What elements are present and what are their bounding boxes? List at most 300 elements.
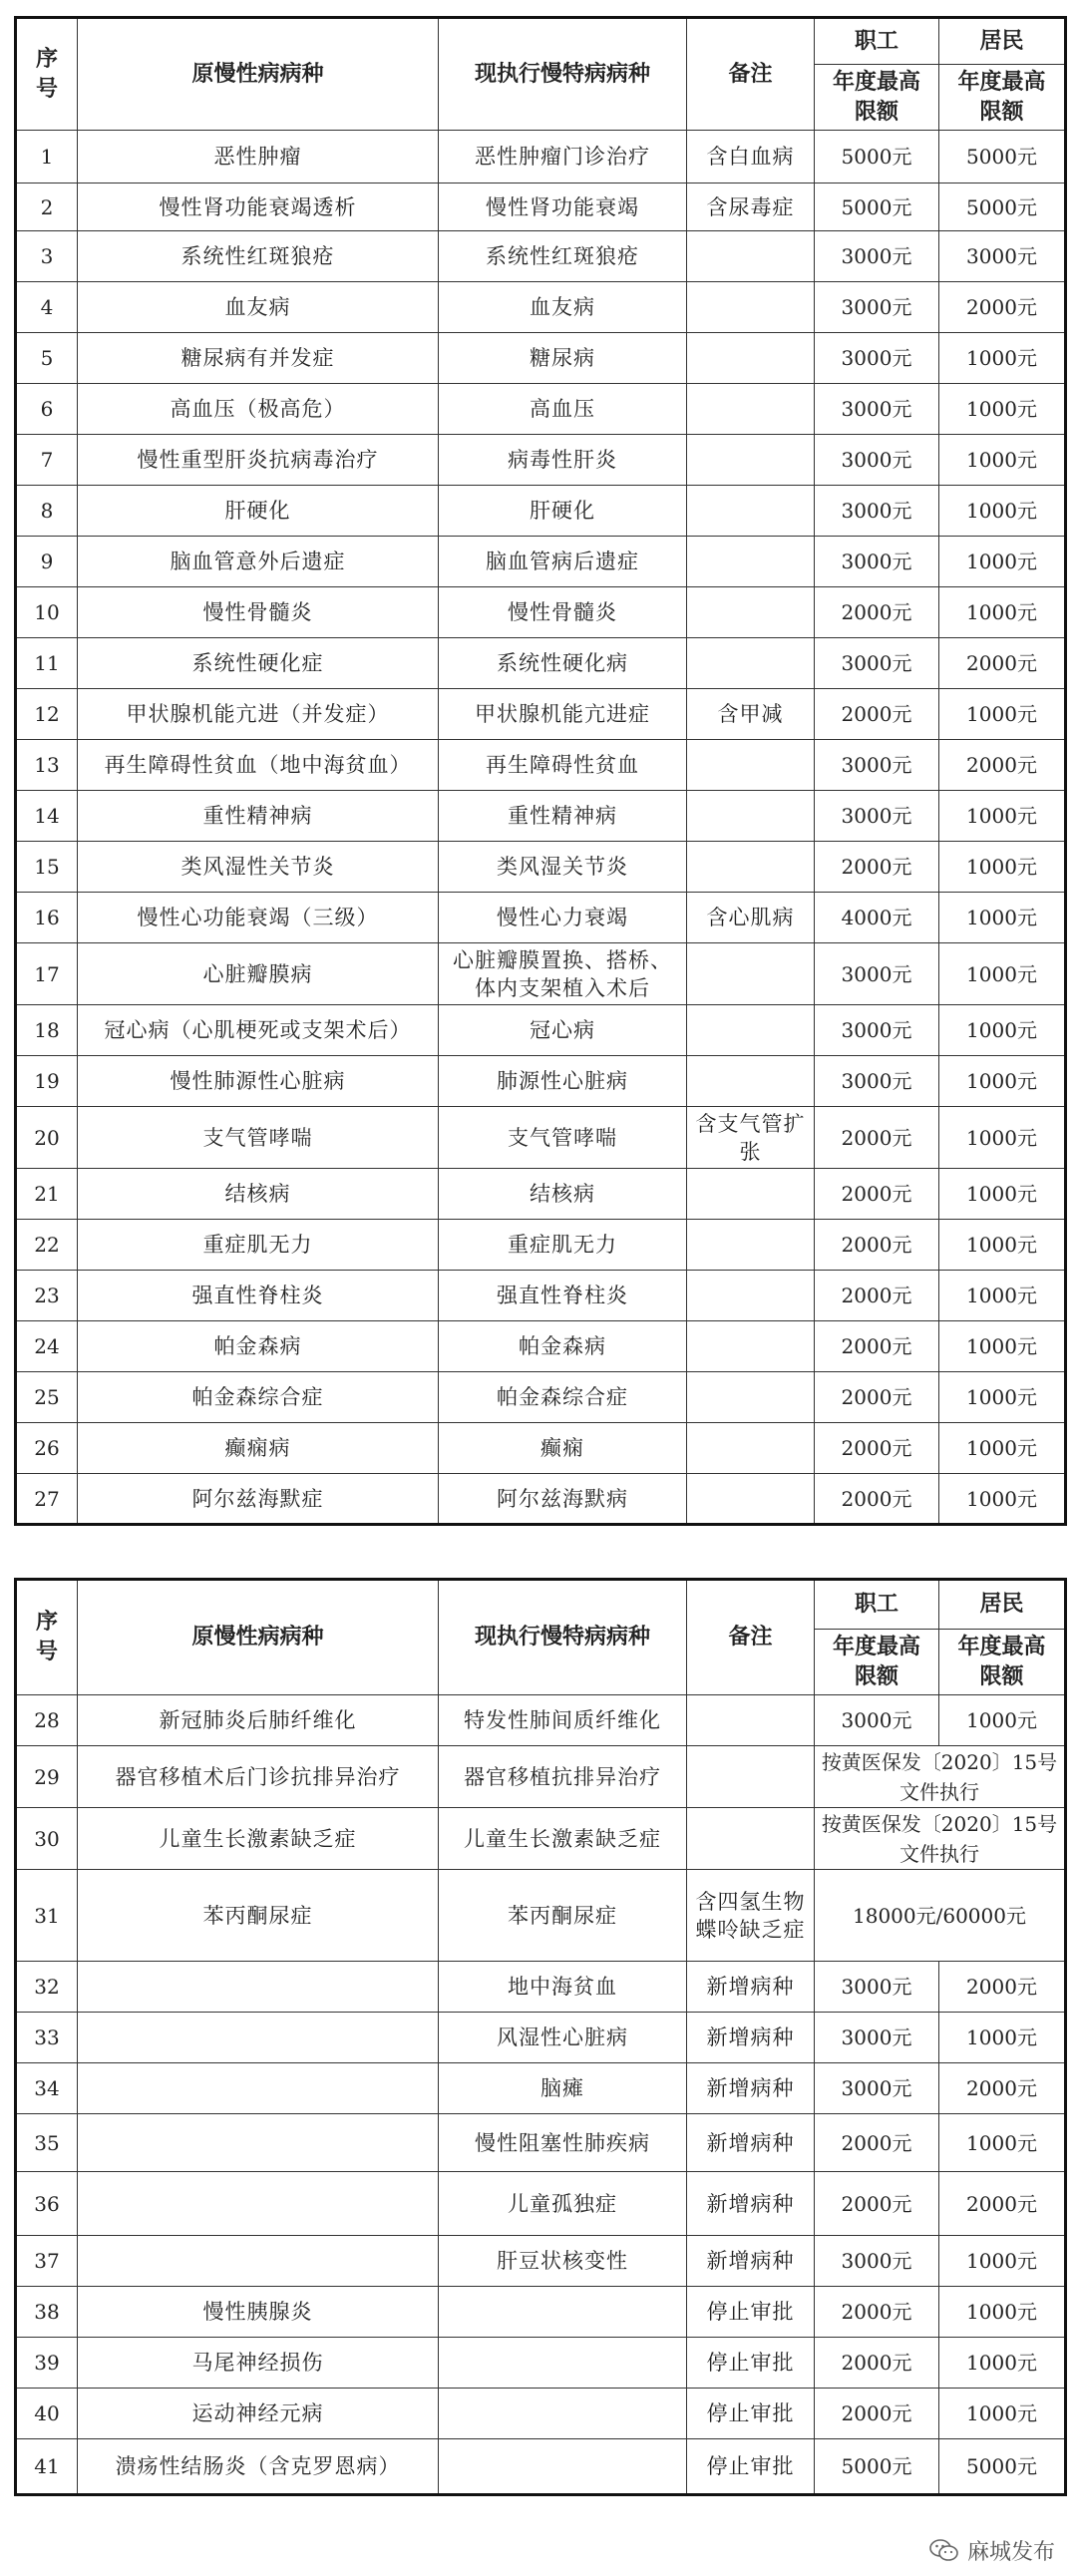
row-number: 8 — [16, 486, 78, 537]
resident-limit: 2000元 — [939, 1962, 1066, 2013]
staff-limit: 2000元 — [815, 1321, 939, 1372]
resident-limit: 1000元 — [939, 2287, 1066, 2338]
watermark — [929, 2535, 1055, 2566]
resident-limit: 1000元 — [939, 2013, 1066, 2063]
original-disease: 心脏瓣膜病 — [78, 943, 439, 1005]
staff-limit: 2000元 — [815, 842, 939, 893]
resident-limit: 1000元 — [939, 1372, 1066, 1423]
original-disease: 运动神经元病 — [78, 2389, 439, 2439]
row-number: 16 — [16, 893, 78, 943]
header-resident-limit: 年度最高限额 — [939, 1630, 1066, 1695]
note — [687, 1321, 815, 1372]
table-row — [16, 2114, 1066, 2172]
table-row — [16, 1962, 1066, 2013]
current-disease: 帕金森综合症 — [439, 1372, 687, 1423]
resident-limit: 1000元 — [939, 1056, 1066, 1107]
table-row — [16, 231, 1066, 282]
table-row — [16, 2063, 1066, 2114]
row-number: 25 — [16, 1372, 78, 1423]
row-number: 28 — [16, 1695, 78, 1746]
note — [687, 1423, 815, 1474]
staff-limit: 2000元 — [815, 1372, 939, 1423]
row-number: 14 — [16, 791, 78, 842]
staff-limit: 2000元 — [815, 1474, 939, 1525]
table-row — [16, 791, 1066, 842]
row-number: 22 — [16, 1220, 78, 1271]
current-disease: 支气管哮喘 — [439, 1107, 687, 1169]
original-disease: 慢性胰腺炎 — [78, 2287, 439, 2338]
staff-limit: 2000元 — [815, 2287, 939, 2338]
table-row — [16, 943, 1066, 1005]
original-disease — [78, 1962, 439, 2013]
merged-limit: 按黄医保发〔2020〕15号文件执行 — [815, 1746, 1066, 1808]
staff-limit: 2000元 — [815, 1220, 939, 1271]
resident-limit: 2000元 — [939, 740, 1066, 791]
note — [687, 282, 815, 333]
note — [687, 1808, 815, 1870]
table-row — [16, 893, 1066, 943]
original-disease — [78, 2236, 439, 2287]
staff-limit: 2000元 — [815, 1271, 939, 1321]
original-disease — [78, 2114, 439, 2172]
note — [687, 1220, 815, 1271]
row-number: 11 — [16, 638, 78, 689]
original-disease: 糖尿病有并发症 — [78, 333, 439, 384]
watermark-text: 麻城发布 — [966, 2540, 1055, 2565]
resident-limit: 1000元 — [939, 791, 1066, 842]
current-disease: 高血压 — [439, 384, 687, 435]
current-disease: 地中海贫血 — [439, 1962, 687, 2013]
note: 新增病种 — [687, 2114, 815, 2172]
row-number: 17 — [16, 943, 78, 1005]
table-row — [16, 282, 1066, 333]
original-disease: 冠心病（心肌梗死或支架术后） — [78, 1005, 439, 1056]
resident-limit: 1000元 — [939, 1271, 1066, 1321]
table-row — [16, 1005, 1066, 1056]
note — [687, 231, 815, 282]
resident-limit: 1000元 — [939, 943, 1066, 1005]
note: 含甲减 — [687, 689, 815, 740]
note: 停止审批 — [687, 2389, 815, 2439]
original-disease: 儿童生长激素缺乏症 — [78, 1808, 439, 1870]
table-row — [16, 184, 1066, 231]
staff-limit: 3000元 — [815, 231, 939, 282]
resident-limit: 5000元 — [939, 131, 1066, 184]
note — [687, 740, 815, 791]
resident-limit: 1000元 — [939, 587, 1066, 638]
staff-limit: 3000元 — [815, 1005, 939, 1056]
staff-limit: 3000元 — [815, 2236, 939, 2287]
current-disease: 肺源性心脏病 — [439, 1056, 687, 1107]
resident-limit: 1000元 — [939, 2236, 1066, 2287]
note: 新增病种 — [687, 2172, 815, 2236]
original-disease: 再生障碍性贫血（地中海贫血） — [78, 740, 439, 791]
original-disease — [78, 2063, 439, 2114]
staff-limit: 3000元 — [815, 2063, 939, 2114]
table-row — [16, 435, 1066, 486]
staff-limit: 2000元 — [815, 587, 939, 638]
original-disease: 慢性骨髓炎 — [78, 587, 439, 638]
table-row — [16, 587, 1066, 638]
current-disease: 脑血管病后遗症 — [439, 537, 687, 587]
disease-table-part-1 — [14, 16, 1067, 1526]
note — [687, 384, 815, 435]
original-disease: 类风湿性关节炎 — [78, 842, 439, 893]
original-disease: 慢性肺源性心脏病 — [78, 1056, 439, 1107]
staff-limit: 2000元 — [815, 2389, 939, 2439]
header-original-disease: 原慢性病病种 — [78, 1580, 439, 1695]
note — [687, 537, 815, 587]
current-disease — [439, 2287, 687, 2338]
current-disease — [439, 2439, 687, 2495]
wechat-icon — [929, 2538, 959, 2564]
header-current-disease: 现执行慢特病病种 — [439, 1580, 687, 1695]
note — [687, 1695, 815, 1746]
original-disease: 慢性心功能衰竭（三级） — [78, 893, 439, 943]
original-disease: 肝硬化 — [78, 486, 439, 537]
note — [687, 1005, 815, 1056]
resident-limit: 5000元 — [939, 184, 1066, 231]
note: 新增病种 — [687, 1962, 815, 2013]
header-resident: 居民 — [939, 18, 1066, 65]
table-row — [16, 486, 1066, 537]
staff-limit: 5000元 — [815, 131, 939, 184]
note: 停止审批 — [687, 2338, 815, 2389]
current-disease: 病毒性肝炎 — [439, 435, 687, 486]
resident-limit: 1000元 — [939, 435, 1066, 486]
note — [687, 587, 815, 638]
current-disease: 肝豆状核变性 — [439, 2236, 687, 2287]
current-disease: 肝硬化 — [439, 486, 687, 537]
staff-limit: 3000元 — [815, 384, 939, 435]
current-disease: 结核病 — [439, 1169, 687, 1220]
row-number: 24 — [16, 1321, 78, 1372]
note — [687, 1169, 815, 1220]
original-disease: 溃疡性结肠炎（含克罗恩病） — [78, 2439, 439, 2495]
staff-limit: 2000元 — [815, 2114, 939, 2172]
resident-limit: 3000元 — [939, 231, 1066, 282]
original-disease: 新冠肺炎后肺纤维化 — [78, 1695, 439, 1746]
current-disease: 慢性阻塞性肺疾病 — [439, 2114, 687, 2172]
staff-limit: 3000元 — [815, 1962, 939, 2013]
header-note: 备注 — [687, 1580, 815, 1695]
staff-limit: 3000元 — [815, 638, 939, 689]
note — [687, 435, 815, 486]
header-no: 序号 — [16, 1580, 78, 1695]
resident-limit: 1000元 — [939, 537, 1066, 587]
current-disease: 儿童孤独症 — [439, 2172, 687, 2236]
table-row — [16, 689, 1066, 740]
row-number: 7 — [16, 435, 78, 486]
row-number: 18 — [16, 1005, 78, 1056]
table-row — [16, 2172, 1066, 2236]
original-disease: 帕金森病 — [78, 1321, 439, 1372]
table-row — [16, 1423, 1066, 1474]
resident-limit: 2000元 — [939, 2063, 1066, 2114]
note: 新增病种 — [687, 2013, 815, 2063]
note — [687, 486, 815, 537]
header-staff-limit: 年度最高限额 — [815, 1630, 939, 1695]
staff-limit: 4000元 — [815, 893, 939, 943]
row-number: 12 — [16, 689, 78, 740]
resident-limit: 1000元 — [939, 1695, 1066, 1746]
current-disease: 癫痫 — [439, 1423, 687, 1474]
row-number: 29 — [16, 1746, 78, 1808]
resident-limit: 1000元 — [939, 842, 1066, 893]
original-disease: 高血压（极高危） — [78, 384, 439, 435]
note — [687, 1746, 815, 1808]
table-row — [16, 131, 1066, 184]
row-number: 33 — [16, 2013, 78, 2063]
current-disease: 风湿性心脏病 — [439, 2013, 687, 2063]
table-row — [16, 638, 1066, 689]
original-disease: 癫痫病 — [78, 1423, 439, 1474]
table-row — [16, 1271, 1066, 1321]
original-disease: 苯丙酮尿症 — [78, 1870, 439, 1962]
row-number: 3 — [16, 231, 78, 282]
staff-limit: 3000元 — [815, 333, 939, 384]
current-disease: 系统性红斑狼疮 — [439, 231, 687, 282]
current-disease: 冠心病 — [439, 1005, 687, 1056]
row-number: 31 — [16, 1870, 78, 1962]
resident-limit: 1000元 — [939, 2389, 1066, 2439]
staff-limit: 2000元 — [815, 2338, 939, 2389]
resident-limit: 1000元 — [939, 689, 1066, 740]
resident-limit: 1000元 — [939, 1107, 1066, 1169]
staff-limit: 2000元 — [815, 2172, 939, 2236]
staff-limit: 3000元 — [815, 791, 939, 842]
staff-limit: 3000元 — [815, 740, 939, 791]
row-number: 34 — [16, 2063, 78, 2114]
table-row — [16, 1169, 1066, 1220]
note — [687, 1271, 815, 1321]
current-disease — [439, 2389, 687, 2439]
staff-limit: 2000元 — [815, 1169, 939, 1220]
table-row — [16, 1107, 1066, 1169]
resident-limit: 1000元 — [939, 333, 1066, 384]
row-number: 32 — [16, 1962, 78, 2013]
merged-limit: 18000元/60000元 — [815, 1870, 1066, 1962]
resident-limit: 1000元 — [939, 893, 1066, 943]
note: 新增病种 — [687, 2236, 815, 2287]
row-number: 26 — [16, 1423, 78, 1474]
row-number: 27 — [16, 1474, 78, 1525]
note: 含白血病 — [687, 131, 815, 184]
note — [687, 791, 815, 842]
header-staff: 职工 — [815, 18, 939, 65]
resident-limit: 1000元 — [939, 1321, 1066, 1372]
row-number: 35 — [16, 2114, 78, 2172]
table-row — [16, 842, 1066, 893]
current-disease: 类风湿关节炎 — [439, 842, 687, 893]
row-number: 21 — [16, 1169, 78, 1220]
original-disease: 血友病 — [78, 282, 439, 333]
row-number: 10 — [16, 587, 78, 638]
original-disease: 支气管哮喘 — [78, 1107, 439, 1169]
header-staff: 职工 — [815, 1580, 939, 1630]
row-number: 13 — [16, 740, 78, 791]
original-disease: 脑血管意外后遗症 — [78, 537, 439, 587]
header-current-disease: 现执行慢特病病种 — [439, 18, 687, 131]
header-note: 备注 — [687, 18, 815, 131]
row-number: 1 — [16, 131, 78, 184]
note: 新增病种 — [687, 2063, 815, 2114]
current-disease: 甲状腺机能亢进症 — [439, 689, 687, 740]
table-row — [16, 1220, 1066, 1271]
current-disease: 血友病 — [439, 282, 687, 333]
staff-limit: 3000元 — [815, 2013, 939, 2063]
row-number: 15 — [16, 842, 78, 893]
staff-limit: 3000元 — [815, 486, 939, 537]
current-disease: 慢性心力衰竭 — [439, 893, 687, 943]
disease-table-part-2 — [14, 1578, 1067, 2496]
original-disease: 系统性红斑狼疮 — [78, 231, 439, 282]
current-disease: 糖尿病 — [439, 333, 687, 384]
resident-limit: 2000元 — [939, 282, 1066, 333]
note: 含尿毒症 — [687, 184, 815, 231]
table-row — [16, 1056, 1066, 1107]
row-number: 9 — [16, 537, 78, 587]
row-number: 40 — [16, 2389, 78, 2439]
current-disease: 心脏瓣膜置换、搭桥、体内支架植入术后 — [439, 943, 687, 1005]
table-row — [16, 1474, 1066, 1525]
resident-limit: 2000元 — [939, 638, 1066, 689]
row-number: 20 — [16, 1107, 78, 1169]
staff-limit: 3000元 — [815, 435, 939, 486]
row-number: 5 — [16, 333, 78, 384]
row-number: 23 — [16, 1271, 78, 1321]
current-disease: 慢性骨髓炎 — [439, 587, 687, 638]
row-number: 19 — [16, 1056, 78, 1107]
resident-limit: 1000元 — [939, 1423, 1066, 1474]
table-row — [16, 333, 1066, 384]
note — [687, 1056, 815, 1107]
original-disease: 阿尔兹海默症 — [78, 1474, 439, 1525]
resident-limit: 1000元 — [939, 1220, 1066, 1271]
staff-limit: 3000元 — [815, 1056, 939, 1107]
current-disease: 苯丙酮尿症 — [439, 1870, 687, 1962]
row-number: 36 — [16, 2172, 78, 2236]
staff-limit: 3000元 — [815, 1695, 939, 1746]
table-row — [16, 1695, 1066, 1746]
table-row — [16, 2439, 1066, 2495]
staff-limit: 3000元 — [815, 282, 939, 333]
current-disease: 阿尔兹海默病 — [439, 1474, 687, 1525]
original-disease — [78, 2013, 439, 2063]
header-resident-limit: 年度最高限额 — [939, 65, 1066, 131]
original-disease: 器官移植术后门诊抗排异治疗 — [78, 1746, 439, 1808]
table-row — [16, 2287, 1066, 2338]
note — [687, 1372, 815, 1423]
table-row — [16, 537, 1066, 587]
note: 停止审批 — [687, 2439, 815, 2495]
resident-limit: 1000元 — [939, 1169, 1066, 1220]
staff-limit: 3000元 — [815, 537, 939, 587]
header-original-disease: 原慢性病病种 — [78, 18, 439, 131]
resident-limit: 1000元 — [939, 1005, 1066, 1056]
note — [687, 943, 815, 1005]
original-disease: 帕金森综合症 — [78, 1372, 439, 1423]
original-disease: 强直性脊柱炎 — [78, 1271, 439, 1321]
resident-limit: 2000元 — [939, 2172, 1066, 2236]
staff-limit: 5000元 — [815, 184, 939, 231]
current-disease: 再生障碍性贫血 — [439, 740, 687, 791]
row-number: 30 — [16, 1808, 78, 1870]
table-row — [16, 740, 1066, 791]
header-resident: 居民 — [939, 1580, 1066, 1630]
note: 含支气管扩张 — [687, 1107, 815, 1169]
table-row — [16, 2236, 1066, 2287]
row-number: 38 — [16, 2287, 78, 2338]
table-row — [16, 384, 1066, 435]
current-disease: 脑瘫 — [439, 2063, 687, 2114]
original-disease: 马尾神经损伤 — [78, 2338, 439, 2389]
staff-limit: 2000元 — [815, 1107, 939, 1169]
resident-limit: 5000元 — [939, 2439, 1066, 2495]
staff-limit: 5000元 — [815, 2439, 939, 2495]
original-disease: 重性精神病 — [78, 791, 439, 842]
current-disease: 恶性肿瘤门诊治疗 — [439, 131, 687, 184]
merged-limit: 按黄医保发〔2020〕15号文件执行 — [815, 1808, 1066, 1870]
resident-limit: 1000元 — [939, 384, 1066, 435]
table-row — [16, 1870, 1066, 1962]
note — [687, 842, 815, 893]
staff-limit: 2000元 — [815, 689, 939, 740]
table-row — [16, 2338, 1066, 2389]
table-row — [16, 1808, 1066, 1870]
table-row — [16, 1321, 1066, 1372]
current-disease — [439, 2338, 687, 2389]
current-disease: 帕金森病 — [439, 1321, 687, 1372]
original-disease — [78, 2172, 439, 2236]
staff-limit: 3000元 — [815, 943, 939, 1005]
current-disease: 重症肌无力 — [439, 1220, 687, 1271]
row-number: 39 — [16, 2338, 78, 2389]
header-no: 序号 — [16, 18, 78, 131]
note: 含心肌病 — [687, 893, 815, 943]
note: 含四氢生物蝶呤缺乏症 — [687, 1870, 815, 1962]
header-staff-limit: 年度最高限额 — [815, 65, 939, 131]
row-number: 6 — [16, 384, 78, 435]
staff-limit: 2000元 — [815, 1423, 939, 1474]
original-disease: 重症肌无力 — [78, 1220, 439, 1271]
original-disease: 系统性硬化症 — [78, 638, 439, 689]
current-disease: 重性精神病 — [439, 791, 687, 842]
table-row — [16, 2013, 1066, 2063]
original-disease: 慢性重型肝炎抗病毒治疗 — [78, 435, 439, 486]
current-disease: 强直性脊柱炎 — [439, 1271, 687, 1321]
table-row — [16, 1746, 1066, 1808]
note — [687, 333, 815, 384]
resident-limit: 1000元 — [939, 2338, 1066, 2389]
current-disease: 系统性硬化病 — [439, 638, 687, 689]
original-disease: 结核病 — [78, 1169, 439, 1220]
row-number: 2 — [16, 184, 78, 231]
note — [687, 1474, 815, 1525]
note — [687, 638, 815, 689]
table-row — [16, 2389, 1066, 2439]
current-disease: 特发性肺间质纤维化 — [439, 1695, 687, 1746]
note: 停止审批 — [687, 2287, 815, 2338]
resident-limit: 1000元 — [939, 1474, 1066, 1525]
current-disease: 儿童生长激素缺乏症 — [439, 1808, 687, 1870]
resident-limit: 1000元 — [939, 2114, 1066, 2172]
resident-limit: 1000元 — [939, 486, 1066, 537]
row-number: 37 — [16, 2236, 78, 2287]
current-disease: 慢性肾功能衰竭 — [439, 184, 687, 231]
table-row — [16, 1372, 1066, 1423]
original-disease: 甲状腺机能亢进（并发症） — [78, 689, 439, 740]
